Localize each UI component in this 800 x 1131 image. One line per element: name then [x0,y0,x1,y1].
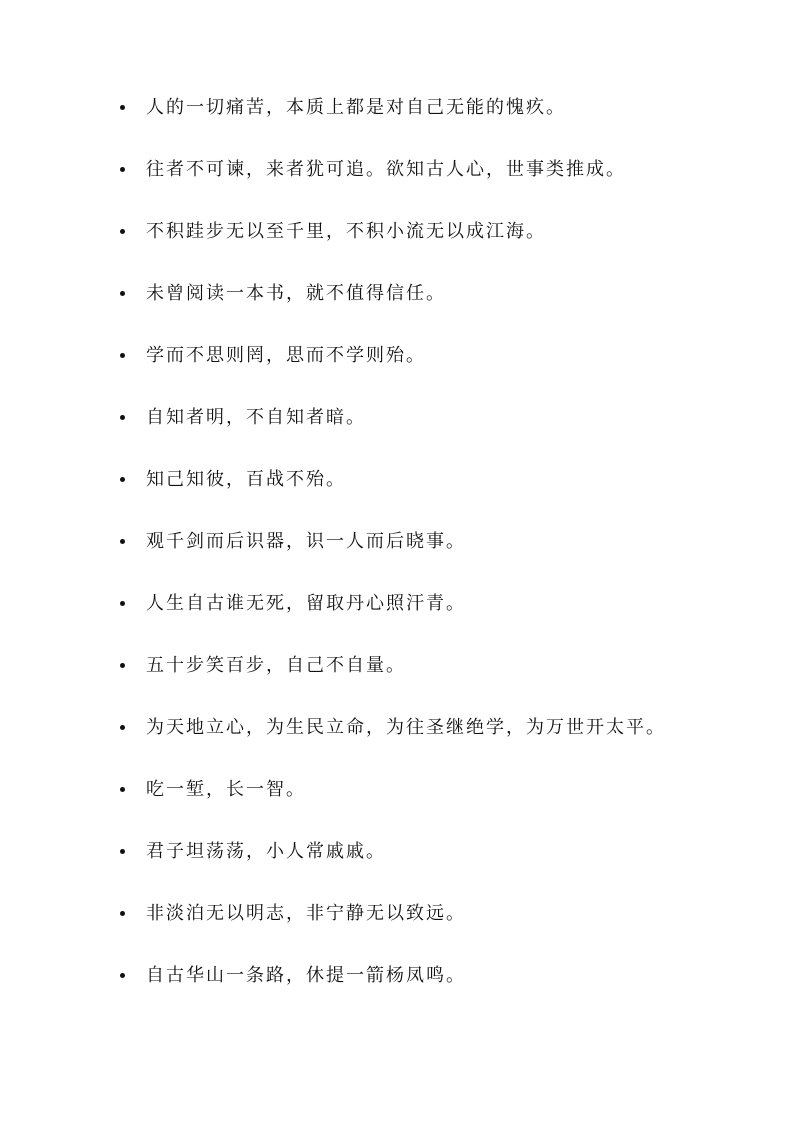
bullet-icon [120,601,125,606]
quote-text: 往者不可谏，来者犹可追。欲知古人心，世事类推成。 [146,159,626,180]
list-item [116,832,756,894]
bullet-icon [120,911,125,916]
bullet-icon [120,725,125,730]
quote-text: 吃一堑，长一智。 [146,779,306,800]
list-item [116,398,756,460]
list-item [116,708,756,770]
bullet-icon [120,353,125,358]
list-item [116,460,756,522]
list-item [116,150,756,212]
quote-text: 人的一切痛苦，本质上都是对自己无能的愧疚。 [146,97,566,118]
quote-text: 非淡泊无以明志，非宁静无以致远。 [146,903,466,924]
list-item [116,770,756,832]
list-item [116,584,756,646]
bullet-icon [120,415,125,420]
quote-text: 未曾阅读一本书，就不值得信任。 [146,283,446,304]
bullet-icon [120,477,125,482]
quote-text: 知己知彼，百战不殆。 [146,469,346,490]
quote-text: 君子坦荡荡，小人常戚戚。 [146,841,386,862]
list-item [116,88,756,150]
list-item [116,274,756,336]
bullet-icon [120,105,125,110]
list-item [116,212,756,274]
bullet-icon [120,229,125,234]
bullet-icon [120,663,125,668]
quote-text: 人生自古谁无死，留取丹心照汗青。 [146,593,466,614]
bullet-icon [120,787,125,792]
bullet-icon [120,849,125,854]
bullet-icon [120,973,125,978]
quote-text: 学而不思则罔，思而不学则殆。 [146,345,426,366]
list-item [116,894,756,956]
quote-text: 自知者明，不自知者暗。 [146,407,366,428]
quote-text: 自古华山一条路，休提一箭杨凤鸣。 [146,965,466,986]
quote-text: 为天地立心，为生民立命，为往圣继绝学，为万世开太平。 [146,717,666,738]
quote-text: 五十步笑百步，自己不自量。 [146,655,406,676]
list-item [116,646,756,708]
bullet-icon [120,167,125,172]
quote-list [116,88,756,1018]
list-item [116,336,756,398]
list-item [116,522,756,584]
quote-text: 不积跬步无以至千里，不积小流无以成江海。 [146,221,546,242]
bullet-icon [120,539,125,544]
quote-text: 观千剑而后识器，识一人而后晓事。 [146,531,466,552]
list-item [116,956,756,1018]
bullet-icon [120,291,125,296]
